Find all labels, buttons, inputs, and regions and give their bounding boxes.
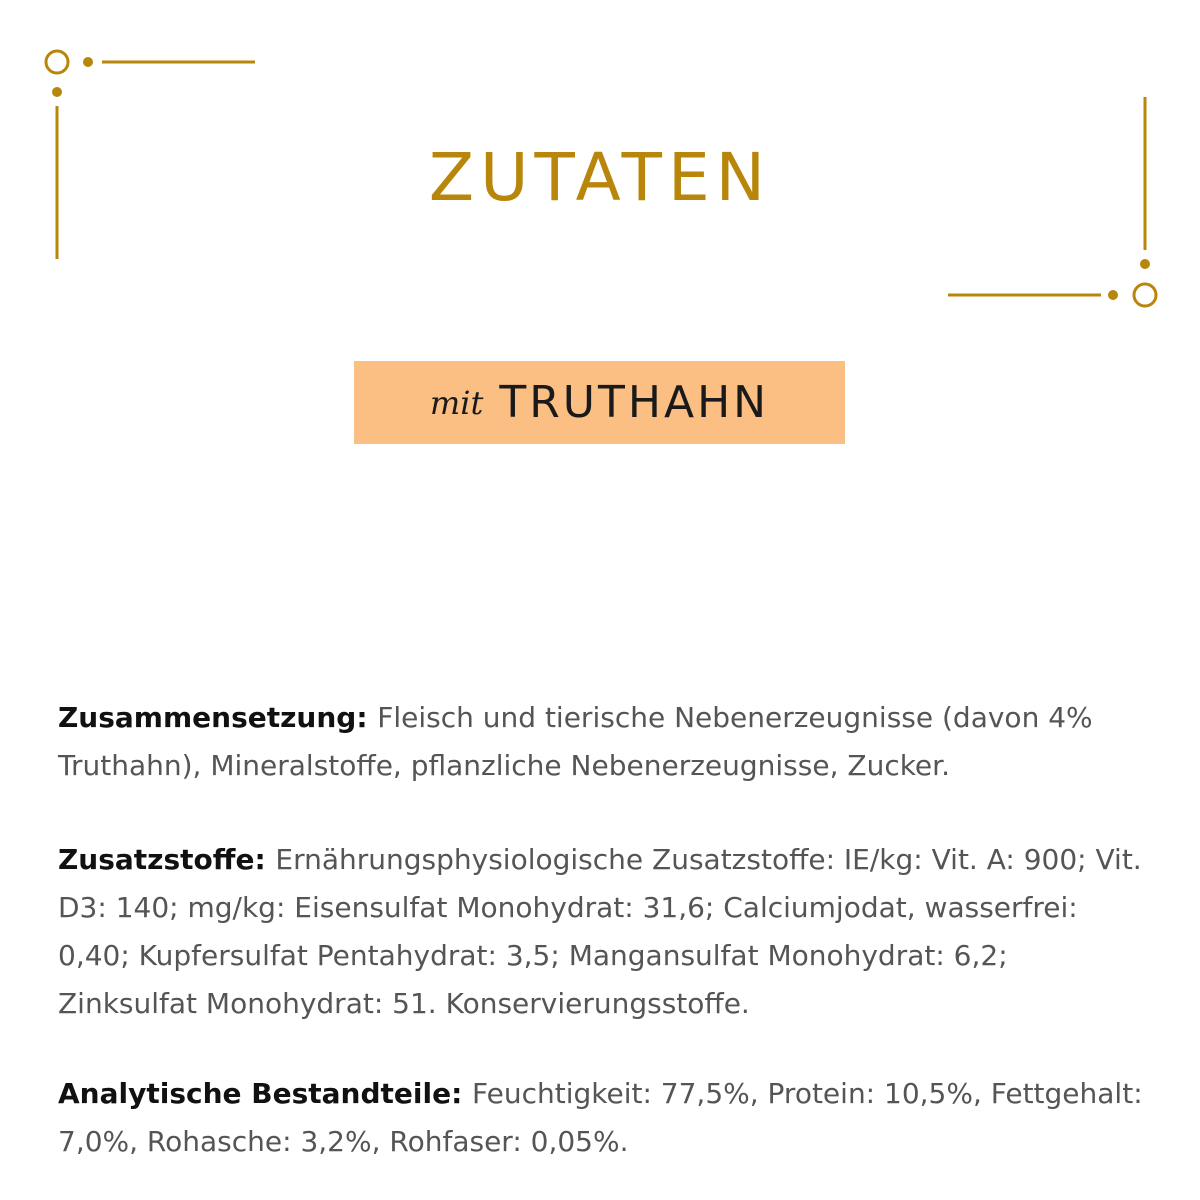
additives-text: Ernährungsphysiologische Zusatzstoffe: IE/kg: Vit. A: 900; Vit. D3: 140; mg/kg: Eisensulfat Monohydrat: 31,6; Calciumjodat, wasserfrei: 0,40; Kupfersulfat Pentahydrat: 3,5; Mangansulfat Monohydrat: 6,2; Zinksulfat Monohydrat: 51. Konservierungsstoffe. xyxy=(58,843,1142,1020)
flavor-badge xyxy=(354,361,845,444)
additives-label: Zusatzstoffe: xyxy=(58,843,276,876)
page-title: ZUTATEN xyxy=(428,139,772,216)
composition-label: Zusammensetzung: xyxy=(58,701,378,734)
analytical-label: Analytische Bestandteile: xyxy=(58,1077,473,1110)
analytical-section xyxy=(58,1070,1148,1166)
flavor-prefix: mit xyxy=(429,383,484,422)
analytical-text: Feuchtigkeit: 77,5%, Protein: 10,5%, Fettgehalt: 7,0%, Rohasche: 3,2%, Rohfaser: 0,05%. xyxy=(58,1077,1143,1158)
composition-section xyxy=(58,694,1148,790)
additives-section xyxy=(58,836,1148,1028)
flavor-name: TRUTHAHN xyxy=(499,377,770,428)
composition-text: Fleisch und tierische Nebenerzeugnisse (davon 4% Truthahn), Mineralstoffe, pflanzliche Nebenerzeugnisse, Zucker. xyxy=(58,701,1093,782)
